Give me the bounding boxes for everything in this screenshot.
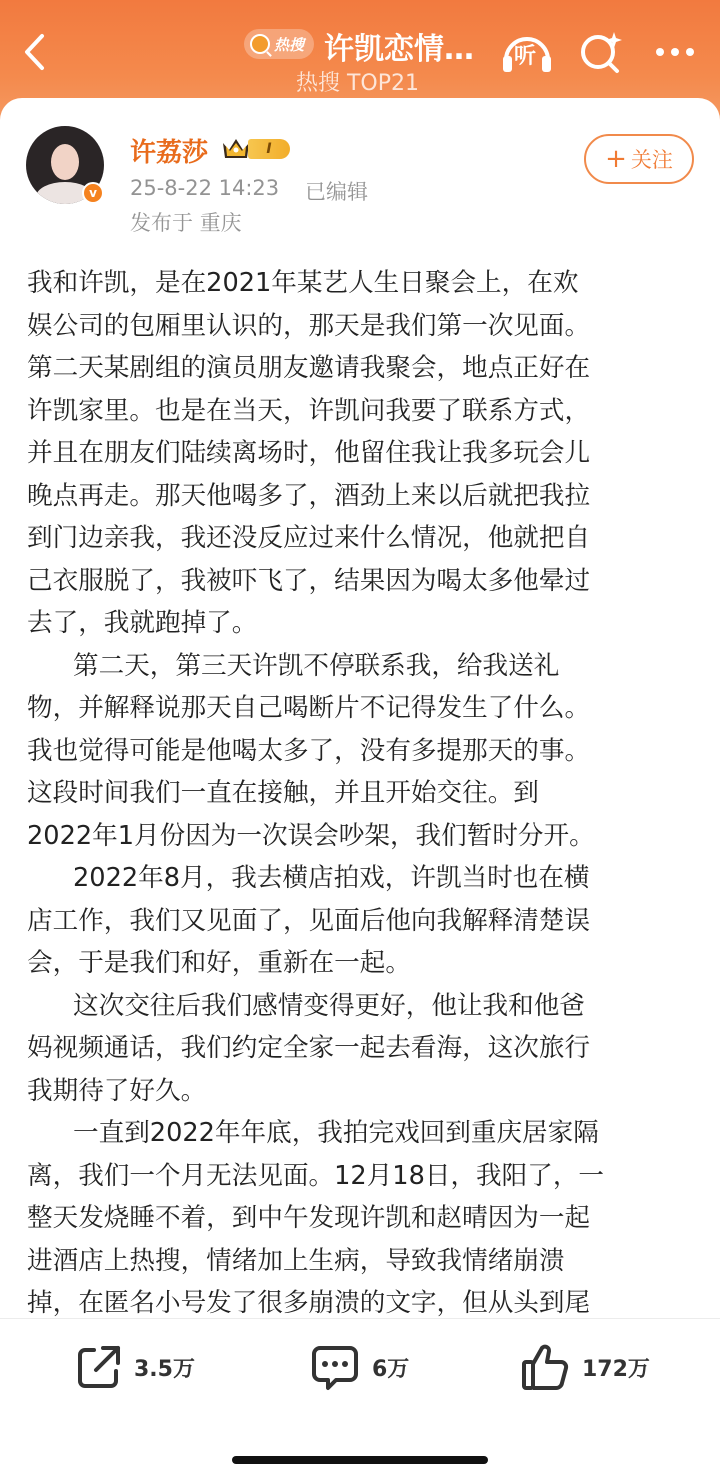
plus-icon: + <box>605 144 627 174</box>
post-text-line: 并且在朋友们陆续离场时，他留住我让我多玩会儿 <box>27 438 591 468</box>
more-button[interactable] <box>650 28 700 76</box>
post-text-line: 2022年8月，我去横店拍戏，许凯当时也在横 <box>73 863 590 893</box>
like-count: 172万 <box>582 1356 650 1382</box>
hot-search-rank: 热搜 TOP21 <box>296 71 420 96</box>
verified-badge-icon: v <box>82 182 104 204</box>
post-text-line: 妈视频通话，我们约定全家一起去看海，这次旅行 <box>27 1033 591 1063</box>
post-text-line: 去了，我就跑掉了。 <box>27 608 258 638</box>
home-indicator[interactable] <box>232 1456 488 1464</box>
comment-button[interactable] <box>310 1341 409 1393</box>
follow-label: 关注 <box>630 148 673 172</box>
post-text-line: 这段时间我们一直在接触，并且开始交往。到 <box>27 778 539 808</box>
post-text-line: 己衣服脱了，我被吓飞了，结果因为喝太多他晕过 <box>27 565 591 596</box>
thumbs-up-icon <box>520 1342 570 1392</box>
avatar-face <box>51 144 79 180</box>
share-count: 3.5万 <box>134 1356 195 1382</box>
post-timestamp: 25-8-22 14:23 <box>130 176 280 200</box>
post-text-line: 这次交往后我们感情变得更好，他让我和他爸 <box>73 990 585 1021</box>
page-title[interactable]: 许凯恋情… <box>324 32 474 67</box>
more-dots-icon <box>650 28 700 76</box>
post-text-line: 离，我们一个月无法见面。12月18日，我阳了，一 <box>27 1160 605 1191</box>
post-text-line: 许凯家里。也是在当天，许凯问我要了联系方式， <box>27 395 591 426</box>
post-text <box>27 262 697 1325</box>
edited-label[interactable]: 已编辑 <box>305 180 368 204</box>
post-text-line: 我期待了好久。 <box>27 1075 207 1106</box>
post-text-line: 第二天某剧组的演员朋友邀请我聚会，地点正好在 <box>27 353 591 383</box>
follow-button[interactable] <box>584 134 694 184</box>
search-icon <box>250 34 270 54</box>
share-icon <box>74 1343 122 1391</box>
post-text-line: 第二天，第三天许凯不停联系我，给我送礼 <box>73 650 560 681</box>
post-text-line: 到门边亲我，我还没反应过来什么情况，他就把自 <box>27 523 591 553</box>
back-arrow-icon <box>21 32 47 72</box>
comment-count: 6万 <box>372 1356 410 1382</box>
post-text-line: 会，于是我们和好，重新在一起。 <box>27 948 411 978</box>
post-text-line: 我和许凯，是在2021年某艺人生日聚会上，在欢 <box>27 268 579 298</box>
listen-button[interactable] <box>500 28 554 76</box>
post-text-line: 娱公司的包厢里认识的，那天是我们第一次见面。 <box>27 310 591 341</box>
post-text-line: 整天发烧睡不着，到中午发现许凯和赵晴因为一起 <box>27 1203 591 1233</box>
post-text-line: 晚点再走。那天他喝多了，酒劲上来以后就把我拉 <box>27 480 591 511</box>
listen-label: 听 <box>514 44 537 69</box>
share-button[interactable] <box>74 1341 195 1393</box>
post-text-line: 一直到2022年年底，我拍完戏回到重庆居家隔 <box>73 1118 599 1148</box>
post-text-line: 我也觉得可能是他喝太多了，没有多提那天的事。 <box>27 735 591 766</box>
member-level-badge[interactable]: I <box>248 139 290 159</box>
hot-search-badge[interactable] <box>244 29 314 59</box>
post-text-line: 2022年1月份因为一次误会吵架，我们暂时分开。 <box>27 820 595 851</box>
action-bar <box>0 1318 720 1418</box>
post-location: 发布于 重庆 <box>130 211 242 235</box>
hot-search-badge-label: 热搜 <box>274 35 305 54</box>
post-text-line: 店工作，我们又见面了，见面后他向我解释清楚误 <box>27 905 591 936</box>
post-text-line: 物，并解释说那天自己喝断片不记得发生了什么。 <box>27 693 591 723</box>
post-text-line: 进酒店上热搜，情绪加上生病，导致我情绪崩溃 <box>27 1245 565 1276</box>
like-button[interactable] <box>520 1341 650 1393</box>
author-name[interactable]: 许荔莎 <box>130 138 209 168</box>
ai-search-button[interactable] <box>576 28 626 76</box>
comment-icon <box>310 1343 360 1391</box>
back-button[interactable] <box>14 28 54 76</box>
post-text-line: 掉，在匿名小号发了很多崩溃的文字，但从头到尾 <box>27 1288 591 1318</box>
sparkle-search-icon <box>576 28 626 76</box>
